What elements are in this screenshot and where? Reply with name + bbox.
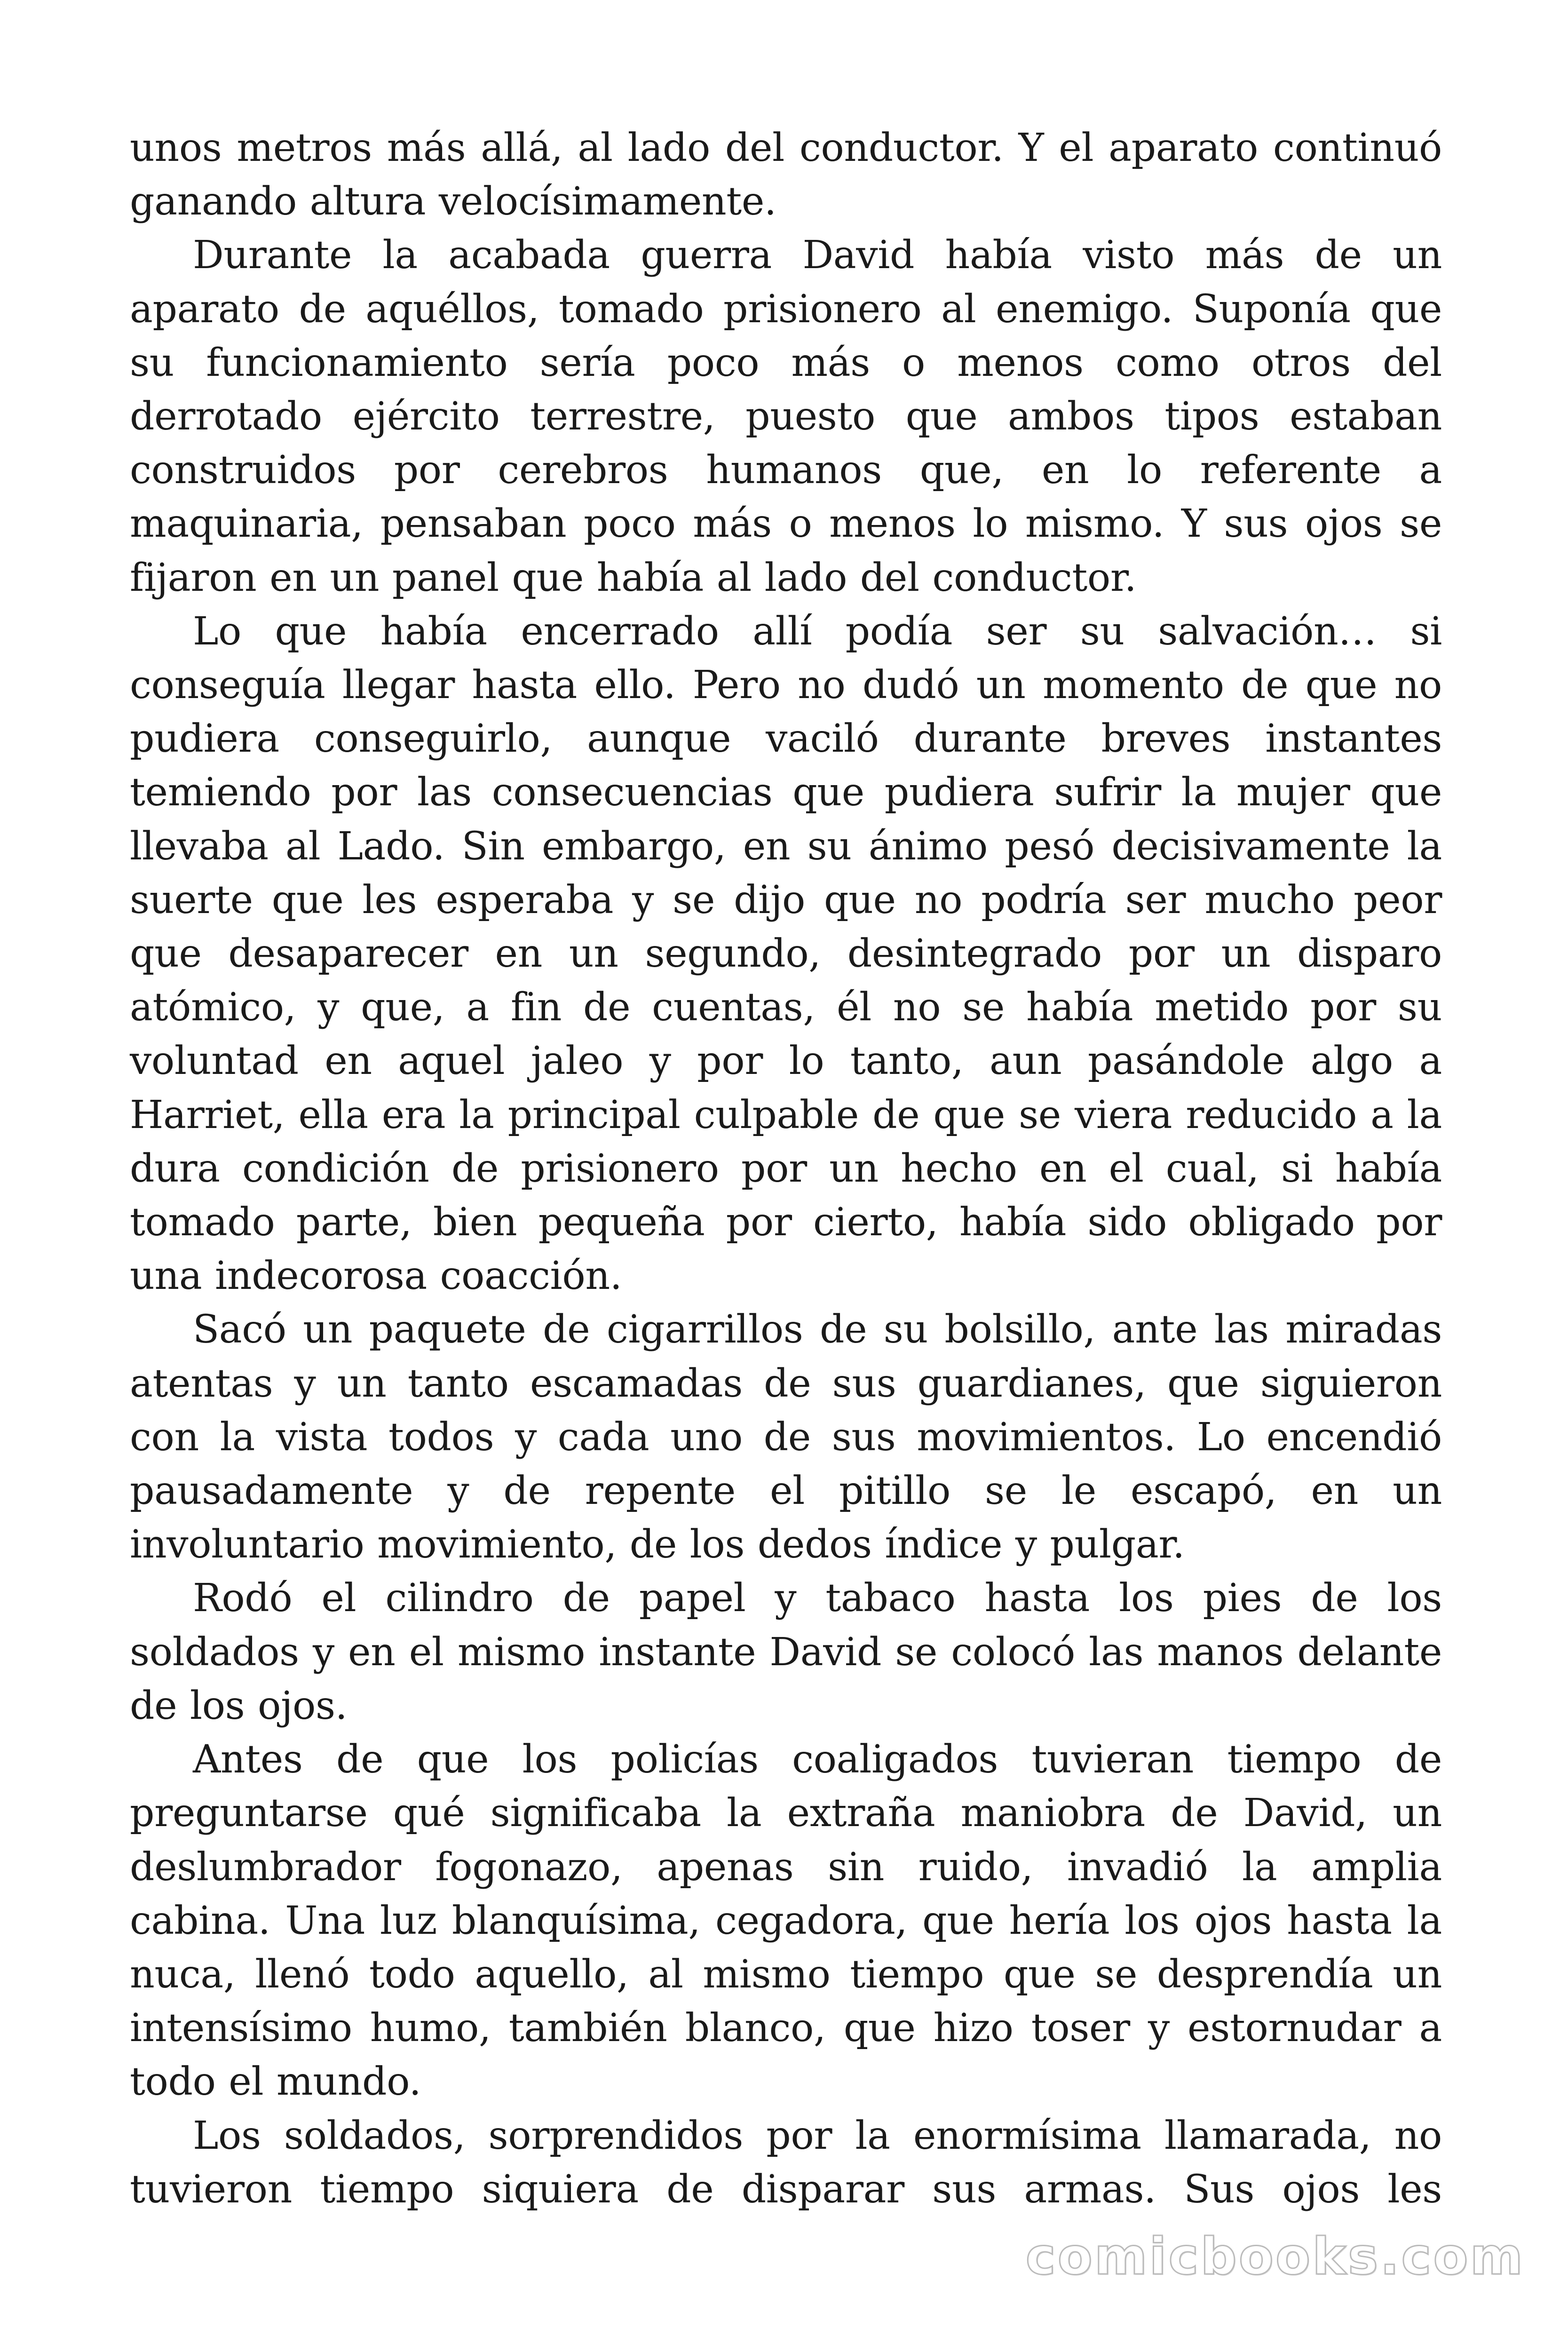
paragraph-6: Antes de que los policías coaligados tuvieran tiempo de preguntarse qué significaba la extraña maniobra de David, un deslumbrador fogonazo, apenas sin ruido, invadió la amplia cabina. Una luz blanquísima, cegadora, que hería los ojos hasta la nuca, llenó todo aquello, al mismo tiempo que se desprendía un intensísimo humo, también blanco, que hizo toser y estornudar a todo el mundo. [130,1737,1442,2105]
paragraph-1: unos metros más allá, al lado del conductor. Y el aparato continuó ganando altura velocísimamente. [130,126,1442,224]
page-text-body [130,121,1442,2217]
paragraph-3: Lo que había encerrado allí podía ser su salvación… si conseguía llegar hasta ello. Pero no dudó un momento de que no pudiera conseguirlo, aunque vaciló durante breves instantes temiendo por las consecuencias que pudiera sufrir la mujer que llevaba al Lado. Sin embargo, en su ánimo pesó decisivamente la suerte que les esperaba y se dijo que no podría ser mucho peor que desaparecer en un segundo, desintegrado por un disparo atómico, y que, a fin de cuentas, él no se había metido por su voluntad en aquel jaleo y por lo tanto, aun pasándole algo a Harriet, ella era la principal culpable de que se viera reducido a la dura condición de prisionero por un hecho en el cual, si había tomado parte, bien pequeña por cierto, había sido obligado por una indecorosa coacción. [130,609,1442,1299]
paragraph-4: Sacó un paquete de cigarrillos de su bolsillo, ante las miradas atentas y un tanto escamadas de sus guardianes, que siguieron con la vista todos y cada uno de sus movimientos. Lo encendió pausadamente y de repente el pitillo se le escapó, en un involuntario movimiento, de los dedos índice y pulgar. [130,1307,1442,1567]
watermark: comicbooks.com [1025,2227,1525,2286]
paragraph-2: Durante la acabada guerra David había visto más de un aparato de aquéllos, tomado prisionero al enemigo. Suponía que su funcionamiento sería poco más o menos como otros del derrotado ejército terrestre, puesto que ambos tipos estaban construidos por cerebros humanos que, en lo referente a maquinaria, pensaban poco más o menos lo mismo. Y sus ojos se fijaron en un panel que había al lado del conductor. [130,233,1442,600]
paragraph-7: Los soldados, sorprendidos por la enormísima llamarada, no tuvieron tiempo siquiera de disparar sus armas. Sus ojos les [130,2113,1442,2212]
paragraph-5: Rodó el cilindro de papel y tabaco hasta los pies de los soldados y en el mismo instante David se colocó las manos delante de los ojos. [130,1576,1442,1728]
